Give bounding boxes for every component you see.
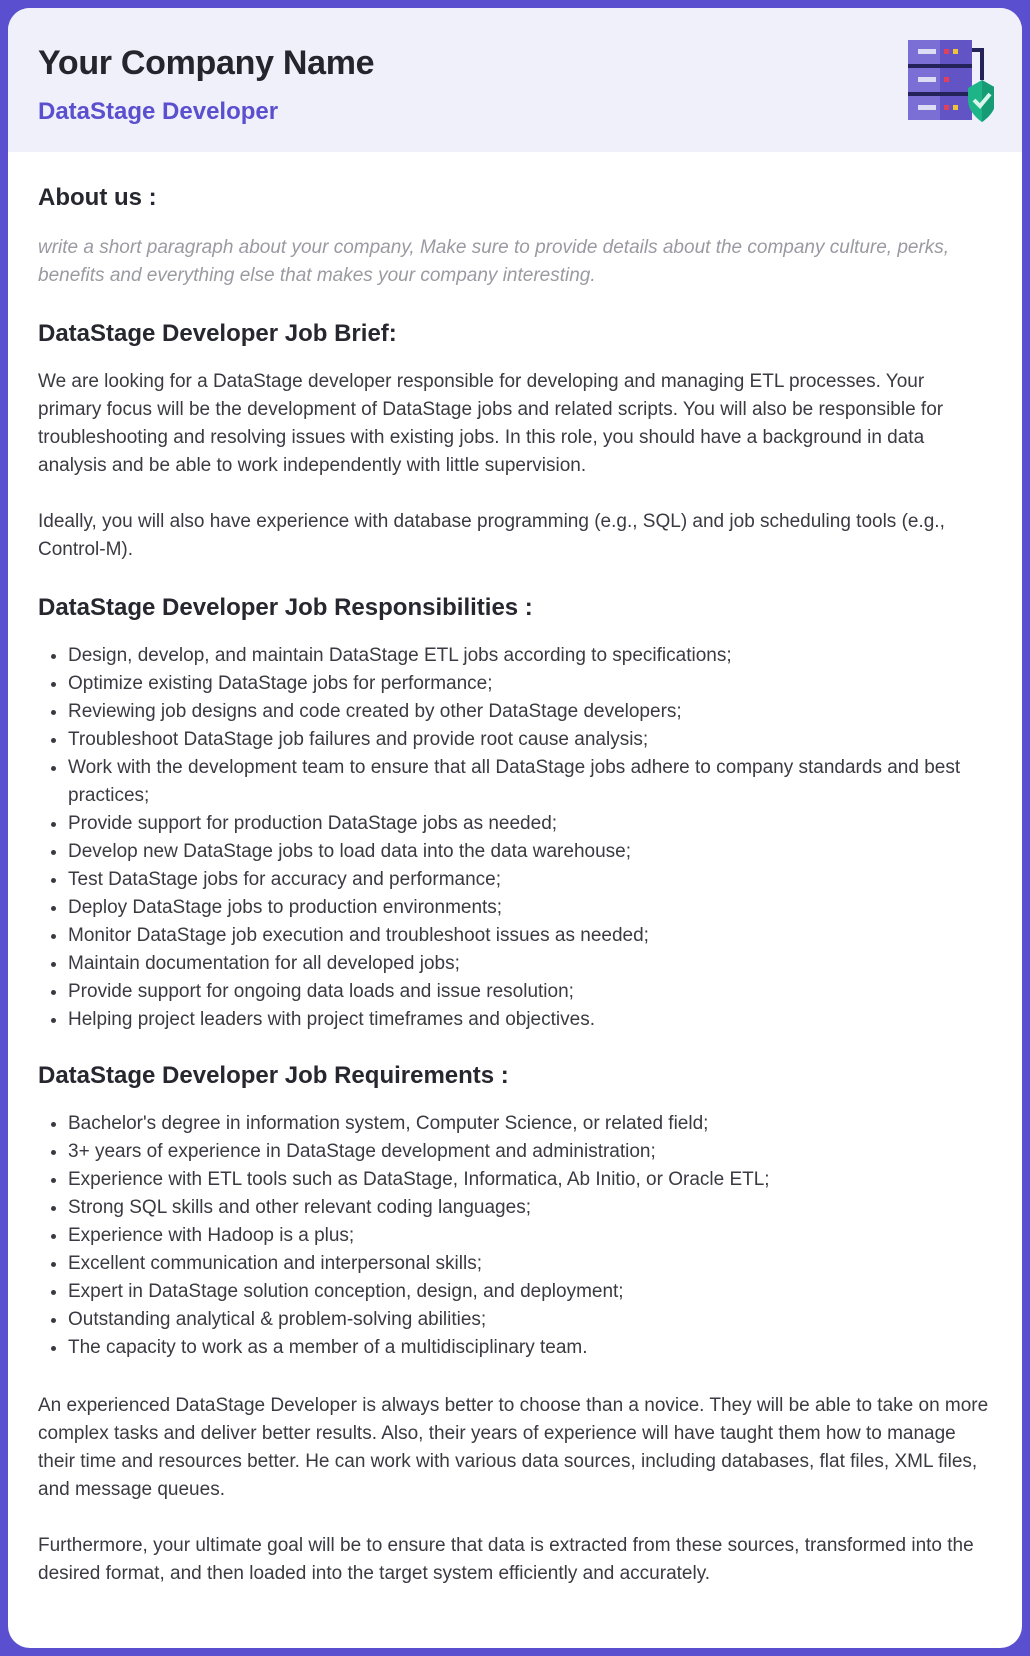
list-item: • 3+ years of experience in DataStage development and administration; [68, 1138, 992, 1166]
server-shield-icon [908, 38, 994, 124]
content [8, 152, 1022, 1588]
list-item: • Expert in DataStage solution conception, design, and deployment; [68, 1278, 992, 1306]
job-description-card [8, 8, 1022, 1648]
list-item: • Bachelor's degree in information system, Computer Science, or related field; [68, 1110, 992, 1138]
list-item: • Experience with Hadoop is a plus; [68, 1222, 992, 1250]
closing-paragraph: Furthermore, your ultimate goal will be to ensure that data is extracted from these sources, transformed into the desired format, and then loaded into the target system efficiently and accurately. [38, 1535, 974, 1584]
list-item: • Outstanding analytical & problem-solving abilities; [68, 1306, 992, 1334]
list-item: • Excellent communication and interpersonal skills; [68, 1250, 992, 1278]
about-placeholder-text: write a short paragraph about your company, Make sure to provide details about the company culture, perks, benefits and everything else that makes your company interesting. [38, 237, 950, 286]
responsibilities-list [38, 642, 992, 1034]
list-item: • Develop new DataStage jobs to load data into the data warehouse; [68, 838, 992, 866]
list-item: • Monitor DataStage job execution and troubleshoot issues as needed; [68, 922, 992, 950]
list-item: • Provide support for ongoing data loads and issue resolution; [68, 978, 992, 1006]
list-item: • Test DataStage jobs for accuracy and performance; [68, 866, 992, 894]
list-item: • Reviewing job designs and code created by other DataStage developers; [68, 698, 992, 726]
brief-paragraph: We are looking for a DataStage developer responsible for developing and managing ETL processes. Your primary focus will be the development of DataStage jobs and related scripts. You will also be responsible for troubleshooting and resolving issues with existing jobs. In this role, you should have a background in data analysis and be able to work independently with little supervision. [38, 371, 944, 476]
list-item: • Provide support for production DataStage jobs as needed; [68, 810, 992, 838]
list-item: • The capacity to work as a member of a multidisciplinary team. [68, 1334, 992, 1362]
company-name: Your Company Name [38, 44, 375, 82]
list-item: • Design, develop, and maintain DataStage ETL jobs according to specifications; [68, 642, 992, 670]
list-item: • Troubleshoot DataStage job failures and provide root cause analysis; [68, 726, 992, 754]
list-item: • Helping project leaders with project timeframes and objectives. [68, 1006, 992, 1034]
job-title: DataStage Developer [38, 98, 279, 125]
requirements-heading: DataStage Developer Job Requirements : [38, 1062, 509, 1089]
list-item: • Strong SQL skills and other relevant coding languages; [68, 1194, 992, 1222]
list-item: • Maintain documentation for all developed jobs; [68, 950, 992, 978]
responsibilities-heading: DataStage Developer Job Responsibilities : [38, 594, 533, 621]
list-item: • Work with the development team to ensure that all DataStage jobs adhere to company standards and best practices; [68, 754, 992, 810]
brief-heading: DataStage Developer Job Brief: [38, 320, 397, 347]
list-item: • Experience with ETL tools such as DataStage, Informatica, Ab Initio, or Oracle ETL; [68, 1166, 992, 1194]
list-item: • Deploy DataStage jobs to production environments; [68, 894, 992, 922]
brief-paragraph: Ideally, you will also have experience with database programming (e.g., SQL) and job scheduling tools (e.g., Control-M). [38, 511, 945, 560]
about-heading: About us : [38, 184, 157, 211]
header [8, 8, 1022, 152]
list-item: • Optimize existing DataStage jobs for performance; [68, 670, 992, 698]
closing-paragraph: An experienced DataStage Developer is always better to choose than a novice. They will be able to take on more complex tasks and deliver better results. Also, their years of experience will have taught them how to manage their time and resources better. He can work with various data sources, including databases, flat files, XML files, and message queues. [38, 1395, 989, 1500]
requirements-list [38, 1110, 992, 1362]
